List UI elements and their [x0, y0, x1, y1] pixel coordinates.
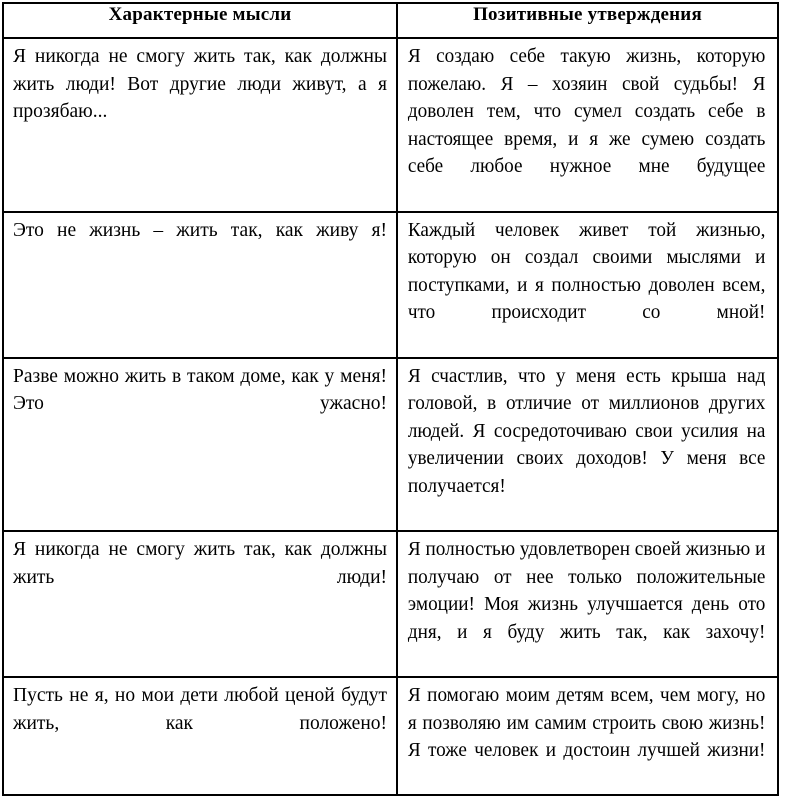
cell-negative-thought — [3, 531, 397, 677]
affirmations-table — [2, 2, 779, 796]
cell-positive-affirmation — [397, 531, 778, 677]
table-header — [3, 3, 778, 38]
table-row — [3, 531, 778, 677]
cell-negative-thought — [3, 212, 397, 358]
positive-affirmation-text: Я счастлив, что у меня есть крыша над головой, в отличие от миллионов других людей. Я сосредоточиваю свои усилия на увеличении своих доходов! У меня все получается! — [407, 365, 766, 497]
cell-positive-affirmation — [397, 677, 778, 795]
negative-thought-text: Это не жизнь – жить так, как живу я! — [13, 219, 387, 241]
positive-affirmation-text: Каждый человек живет той жизнью, которую он создал своими мыслями и поступками, и я полностью доволен всем, что происходит со мной! — [407, 219, 766, 324]
cell-positive-affirmation — [397, 38, 778, 212]
table-row — [3, 358, 778, 532]
column-header-positive-affirmations-label: Позитивные утверждения — [473, 4, 702, 25]
table-row — [3, 677, 778, 795]
cell-negative-thought — [3, 358, 397, 532]
header-row — [3, 3, 778, 38]
table-row — [3, 212, 778, 358]
cell-negative-thought — [3, 677, 397, 795]
cell-positive-affirmation — [397, 358, 778, 532]
negative-thought-text: Я никогда не смогу жить так, как должны жить люди! Вот другие люди живут, а я прозябаю... — [13, 46, 387, 123]
table-body — [3, 38, 778, 795]
negative-thought-text: Пусть не я, но мои дети любой ценой будут жить, как положено! — [13, 685, 387, 734]
column-header-positive-affirmations — [397, 3, 778, 38]
positive-affirmation-text: Я полностью удовлетворен своей жизнью и получаю от нее только положительные эмоции! Моя жизнь улучшается день ото дня, и я буду жить так, как захочу! — [407, 539, 766, 643]
positive-affirmation-text: Я создаю себе такую жизнь, которую пожелаю. Я – хозяин свой судьбы! Я доволен тем, что сумел создать себе в настоящее время, и я же сумею создать себе любое нужное мне будущее — [407, 46, 766, 178]
positive-affirmation-text: Я помогаю моим детям всем, чем могу, но я позволяю им самим строить свою жизнь! Я тоже человек и достоин лучшей жизни! — [407, 685, 766, 762]
cell-positive-affirmation — [397, 212, 778, 358]
negative-thought-text: Разве можно жить в таком доме, как у меня! Это ужасно! — [13, 365, 387, 415]
comparison-table-container — [2, 2, 777, 762]
cell-negative-thought — [3, 38, 397, 212]
negative-thought-text: Я никогда не смогу жить так, как должны жить люди! — [13, 539, 387, 588]
table-row — [3, 38, 778, 212]
column-header-negative-thoughts — [3, 3, 397, 38]
column-header-negative-thoughts-label: Характерные мысли — [108, 4, 292, 25]
